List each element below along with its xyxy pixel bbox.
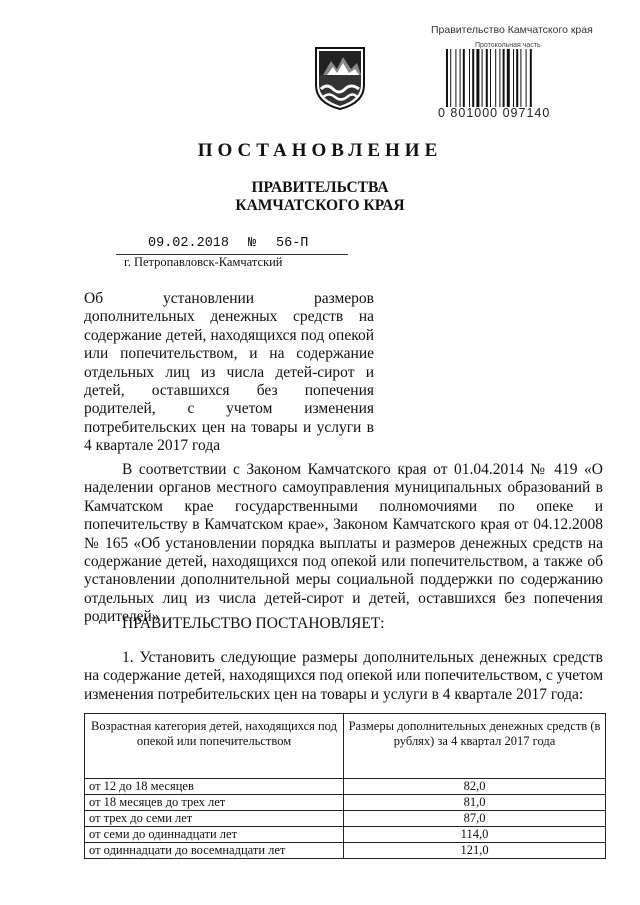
clause-1-paragraph: 1. Установить следующие размеры дополнительных денежных средств на содержание детей, находящихся под опекой или попечительством, с учетом изменения потребительских цен на товары и услуги в 4 квартале 2017 года: [84, 649, 603, 703]
government-line-1: ПРАВИТЕЛЬСТВА [251, 179, 389, 196]
table-row [85, 827, 606, 843]
document-date: 09.02.2018 [148, 236, 230, 251]
table-row [85, 811, 606, 827]
table-cell-amount: 114,0 [344, 827, 606, 843]
barcode [446, 49, 554, 107]
table-header-category: Возрастная категория детей, находящихся под опекой или попечительством [85, 714, 344, 779]
table-header-amount: Размеры дополнительных денежных средств (в рублях) за 4 квартал 2017 года [344, 714, 606, 779]
stamp-part-label: Протокольная часть [475, 42, 541, 49]
table-row [85, 795, 606, 811]
table-cell-amount: 121,0 [344, 843, 606, 859]
date-number-line [116, 236, 348, 255]
coat-of-arms-emblem [313, 45, 367, 111]
table-header-row [85, 714, 606, 779]
preamble-paragraph: В соответствии с Законом Камчатского края от 01.04.2014 № 419 «О наделении органов местного самоуправления муниципальных образований в Камчатском крае государственными полномочиями по опеке и попечительству в Камчатском крае», Законом Камчатского края от 04.12.2008 № 165 «Об установлении порядка выплаты и размеров денежных средств на содержание детей, находящихся под опекой или попечительством, а также об установлении дополнительной меры социальной поддержки по содержанию отдельных лиц из числа детей-сирот и детей, оставшихся без попечения родителей» [84, 461, 603, 626]
document-title: ПОСТАНОВЛЕНИЕ [197, 140, 443, 161]
table-row [85, 779, 606, 795]
government-line-2: КАМЧАТСКОГО КРАЯ [235, 197, 405, 214]
table-cell-category: от трех до семи лет [85, 811, 344, 827]
table-row [85, 843, 606, 859]
table-cell-amount: 81,0 [344, 795, 606, 811]
amounts-table [84, 713, 606, 859]
barcode-number: 0 801000 097140 [438, 106, 551, 120]
resolves-heading: ПРАВИТЕЛЬСТВО ПОСТАНОВЛЯЕТ: [122, 615, 385, 632]
number-sign: № [248, 236, 257, 251]
document-subject: Об установлении размеров дополнительных денежных средств на содержание детей, находящихся под опекой или попечительством, и на содержание отдельных лиц из числа детей-сирот и детей, оставшихся без попечения родителей, с учетом изменения потребительских цен на товары и услуги в 4 квартале 2017 года [84, 290, 374, 455]
table-cell-amount: 82,0 [344, 779, 606, 795]
city: г. Петропавловск-Камчатский [124, 255, 283, 269]
organization-stamp: Правительство Камчатского края [431, 24, 593, 36]
table-cell-category: от семи до одиннадцати лет [85, 827, 344, 843]
table-cell-category: от 12 до 18 месяцев [85, 779, 344, 795]
table-cell-amount: 87,0 [344, 811, 606, 827]
table-cell-category: от одиннадцати до восемнадцати лет [85, 843, 344, 859]
table-cell-category: от 18 месяцев до трех лет [85, 795, 344, 811]
document-number: 56-П [276, 236, 309, 251]
